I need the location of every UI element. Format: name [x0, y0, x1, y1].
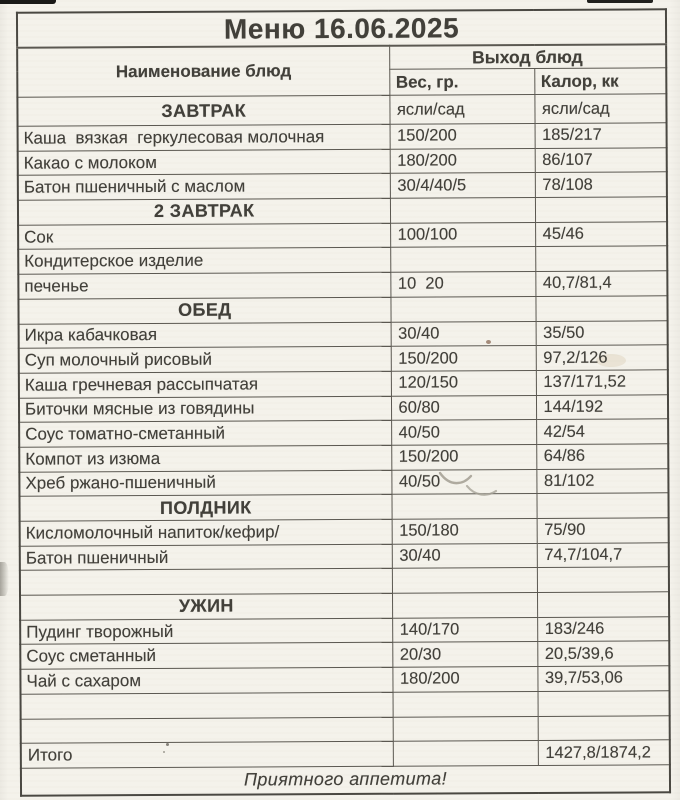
calories-cell [535, 246, 667, 271]
weight-cell [390, 198, 535, 223]
calories-cell [535, 197, 667, 222]
weight-cell [392, 568, 537, 593]
weight-cell: 150/180 [392, 518, 537, 543]
column-header-calories: Калор, кк [534, 68, 666, 95]
calories-cell: 20,5/39,6 [537, 641, 669, 666]
calories-cell: 1427,8/1874,2 [538, 740, 670, 765]
weight-cell: 40/50 [391, 469, 536, 494]
weight-cell: 150/200 [391, 346, 536, 371]
calories-cell: 144/192 [536, 394, 668, 419]
dish-row [20, 641, 669, 669]
dish-row [20, 542, 669, 570]
scan-artifact-top-left-streak [0, 0, 56, 4]
dish-row [19, 394, 668, 422]
calories-cell: 86/107 [535, 147, 667, 172]
weight-cell: ясли/сад [389, 94, 534, 124]
dish-name-cell: Батон пшеничный [20, 544, 392, 571]
pen-squiggle-mark [436, 464, 520, 506]
section-title-cell: ПОЛДНИК [19, 495, 391, 522]
weight-cell: 30/4/40/5 [390, 173, 535, 198]
table-footer [21, 765, 670, 796]
dish-name-cell: Чай с сахаром [20, 667, 392, 694]
empty-row [21, 691, 670, 719]
dish-row [18, 271, 667, 299]
weight-cell: 30/40 [392, 543, 537, 568]
dish-name-cell [21, 692, 393, 719]
section-title-cell: ОБЕД [18, 297, 390, 324]
section-title-cell: УЖИН [20, 593, 392, 620]
section-row [18, 197, 667, 225]
calories-cell [535, 296, 667, 321]
weight-cell: 150/200 [391, 444, 536, 469]
weight-cell: 100/100 [390, 222, 535, 247]
dish-name-cell: Пудинг творожный [20, 618, 392, 645]
empty-row [20, 567, 669, 595]
dish-name-cell: Хреб ржано-пшеничный [19, 470, 391, 497]
column-header-output-group: Выход блюд [389, 44, 666, 69]
dish-row [19, 320, 668, 348]
table-header [17, 9, 666, 97]
dish-row [18, 172, 667, 200]
calories-cell: 185/217 [535, 123, 667, 148]
dish-name-cell: Компот из изюма [19, 445, 391, 472]
dish-name-cell: Биточки мясные из говядины [19, 396, 391, 423]
weight-cell: 120/150 [391, 370, 536, 395]
scan-artifact-top-right-streak [587, 0, 653, 3]
dish-name-cell: Сок [18, 223, 390, 250]
section-title-cell: 2 ЗАВТРАК [18, 198, 390, 225]
menu-table [16, 8, 671, 796]
calories-cell [536, 493, 668, 518]
dish-name-cell: Икра кабачковая [19, 322, 391, 349]
footer-note-row [21, 765, 670, 796]
menu-title: Меню 16.06.2025 [17, 9, 666, 47]
section-row [18, 296, 667, 324]
menu-table-body [17, 94, 670, 768]
weight-cell: 150/200 [390, 123, 535, 148]
dish-row [20, 617, 669, 645]
dish-name-cell: Какао с молоком [18, 149, 390, 176]
calories-cell: 40,7/81,4 [535, 271, 667, 296]
title-row [17, 9, 666, 47]
calories-cell: 183/246 [537, 617, 669, 642]
section-title-cell: ЗАВТРАК [17, 95, 389, 126]
scan-artifact-left-smudge [0, 562, 9, 596]
dish-row [20, 666, 669, 694]
dish-name-cell: Каша вязкая геркулесовая молочная [18, 124, 390, 151]
dish-row [20, 518, 669, 546]
calories-cell [538, 715, 670, 740]
weight-cell: 140/170 [392, 617, 537, 642]
dish-name-cell: Соус томатно-сметанный [19, 421, 391, 448]
calories-cell: ясли/сад [534, 94, 666, 124]
section-row [19, 493, 668, 521]
weight-cell: 20/30 [392, 642, 537, 667]
total-label-cell: Итого [21, 741, 393, 768]
weight-cell: 30/40 [391, 321, 536, 346]
footer-note: Приятного аппетита! [21, 765, 670, 796]
total-row [21, 740, 670, 768]
dish-row [18, 123, 667, 151]
dish-row [19, 419, 668, 447]
section-row [17, 94, 666, 126]
calories-cell [538, 691, 670, 716]
dish-row [18, 147, 667, 175]
weight-cell: 180/200 [390, 148, 535, 173]
weight-cell [393, 691, 538, 716]
weight-cell [393, 741, 538, 766]
weight-cell: 180/200 [392, 667, 537, 692]
calories-cell [537, 567, 669, 592]
dish-name-cell: Каша гречневая рассыпчатая [19, 371, 391, 398]
weight-cell [393, 716, 538, 741]
dish-name-cell: Кондитерское изделие [18, 248, 390, 275]
weight-cell: 40/50 [391, 420, 536, 445]
calories-cell: 35/50 [536, 320, 668, 345]
weight-cell: 60/80 [391, 395, 536, 420]
dish-row [18, 222, 667, 250]
dish-name-cell [20, 569, 392, 596]
calories-cell: 39,7/53,06 [537, 666, 669, 691]
empty-row [21, 715, 670, 743]
weight-cell [392, 593, 537, 618]
dish-name-cell [21, 717, 393, 744]
calories-cell: 74,7/104,7 [537, 542, 669, 567]
calories-cell [537, 592, 669, 617]
dish-row [19, 370, 668, 398]
weight-cell: 10 20 [390, 272, 535, 297]
dish-name-cell: Кисломолочный напиток/кефир/ [20, 519, 392, 546]
dish-row [19, 444, 668, 472]
header-row-group [17, 44, 666, 71]
dish-row [19, 345, 668, 373]
calories-cell: 137/171,52 [536, 370, 668, 395]
dish-row [19, 468, 668, 496]
dish-name-cell: печенье [18, 272, 390, 299]
calories-cell: 45/46 [535, 222, 667, 247]
dish-row [18, 246, 667, 274]
calories-cell: 81/102 [536, 468, 668, 493]
calories-cell: 97,2/126 [536, 345, 668, 370]
calories-cell: 64/86 [536, 444, 668, 469]
section-row [20, 592, 669, 620]
calories-cell: 42/54 [536, 419, 668, 444]
calories-cell: 78/108 [535, 172, 667, 197]
column-header-weight: Вес, гр. [389, 68, 534, 95]
dish-name-cell: Батон пшеничный с маслом [18, 174, 390, 201]
calories-cell: 75/90 [537, 518, 669, 543]
weight-cell [390, 247, 535, 272]
dish-name-cell: Суп молочный рисовый [19, 346, 391, 373]
column-header-dish-name: Наименование блюд [17, 46, 389, 97]
dish-name-cell: Соус сметанный [20, 643, 392, 670]
weight-cell [390, 296, 535, 321]
